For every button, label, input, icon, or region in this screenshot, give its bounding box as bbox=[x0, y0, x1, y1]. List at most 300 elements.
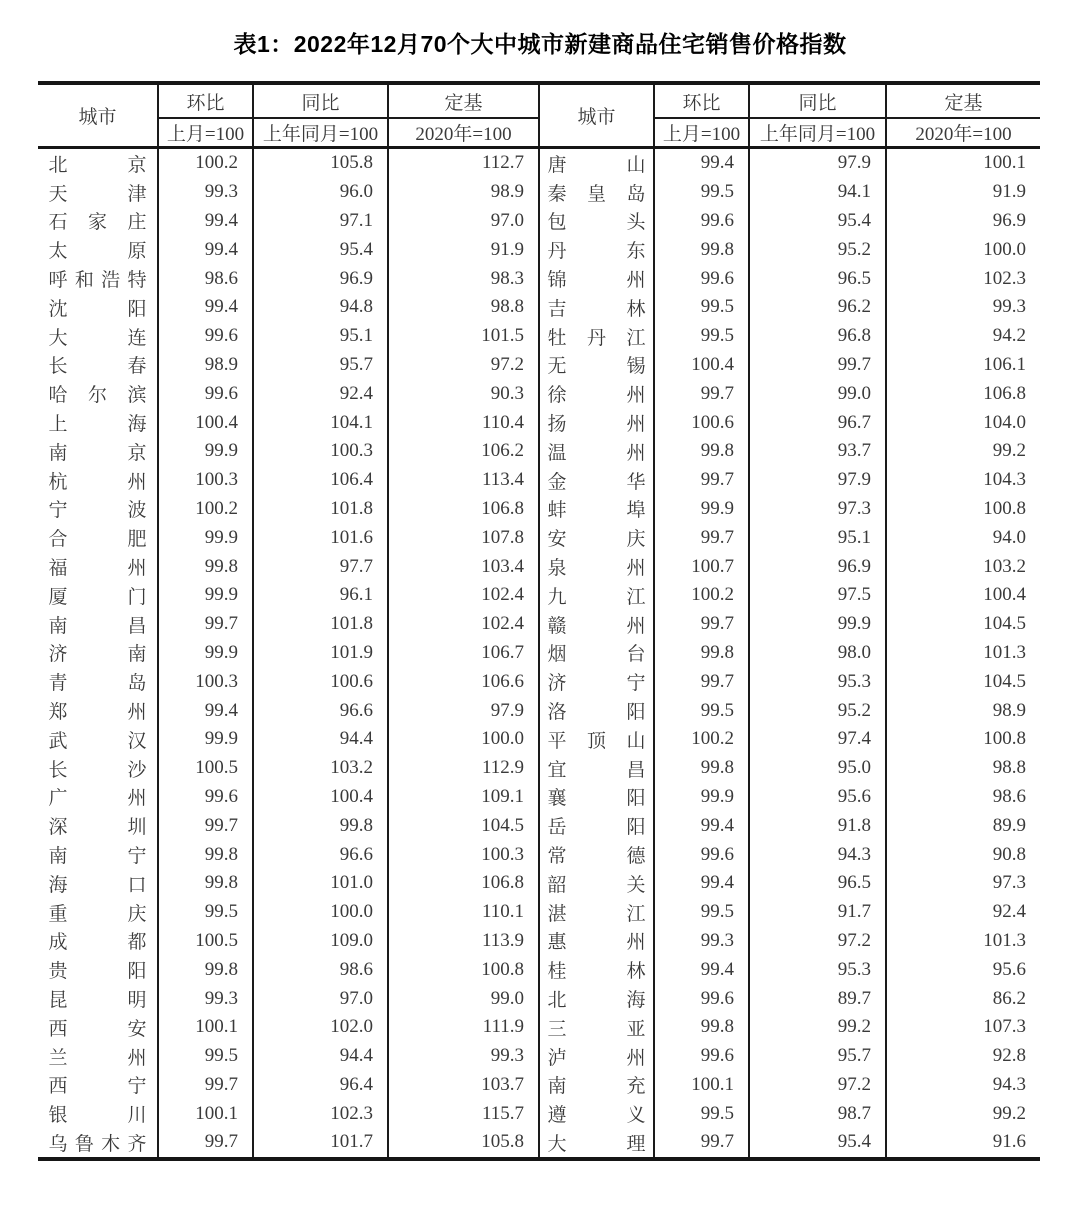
yoy-value-left: 100.3 bbox=[253, 437, 388, 466]
fixed-value-right: 102.3 bbox=[886, 264, 1040, 293]
mom-value-right: 99.4 bbox=[654, 955, 749, 984]
header-city-left: 城市 bbox=[38, 83, 158, 148]
header-mom-base-right: 上月=100 bbox=[654, 118, 749, 148]
city-cell-right bbox=[539, 264, 654, 293]
mom-value-right: 99.7 bbox=[654, 610, 749, 639]
city-cell-left bbox=[38, 1071, 158, 1100]
city-name: 哈尔滨 bbox=[48, 385, 147, 407]
fixed-value-left: 97.9 bbox=[388, 696, 539, 725]
city-cell-left bbox=[38, 437, 158, 466]
fixed-value-right: 104.3 bbox=[886, 466, 1040, 495]
yoy-value-left: 101.0 bbox=[253, 869, 388, 898]
city-name: 唐山 bbox=[547, 154, 646, 176]
mom-value-left: 99.5 bbox=[158, 898, 253, 927]
mom-value-left: 99.7 bbox=[158, 1071, 253, 1100]
fixed-value-right: 94.3 bbox=[886, 1071, 1040, 1100]
table-row bbox=[38, 1128, 1040, 1159]
price-index-table bbox=[38, 81, 1040, 1161]
yoy-value-right: 91.7 bbox=[749, 898, 886, 927]
fixed-value-left: 112.7 bbox=[388, 148, 539, 178]
yoy-value-right: 96.7 bbox=[749, 408, 886, 437]
yoy-value-left: 104.1 bbox=[253, 408, 388, 437]
mom-value-left: 99.8 bbox=[158, 869, 253, 898]
yoy-value-right: 89.7 bbox=[749, 984, 886, 1013]
city-name: 西宁 bbox=[48, 1076, 147, 1098]
header-city-right: 城市 bbox=[539, 83, 654, 148]
yoy-value-right: 95.7 bbox=[749, 1042, 886, 1071]
mom-value-right: 99.5 bbox=[654, 696, 749, 725]
fixed-value-right: 107.3 bbox=[886, 1013, 1040, 1042]
city-cell-right bbox=[539, 725, 654, 754]
city-name: 福州 bbox=[48, 558, 147, 580]
mom-value-left: 100.1 bbox=[158, 1099, 253, 1128]
city-cell-left bbox=[38, 495, 158, 524]
mom-value-right: 99.4 bbox=[654, 148, 749, 178]
city-cell-right bbox=[539, 696, 654, 725]
city-cell-right bbox=[539, 437, 654, 466]
fixed-value-left: 99.3 bbox=[388, 1042, 539, 1071]
table-header bbox=[38, 83, 1040, 148]
yoy-value-right: 96.5 bbox=[749, 264, 886, 293]
header-fixedbase-right: 定基 bbox=[886, 83, 1040, 118]
yoy-value-right: 95.4 bbox=[749, 207, 886, 236]
city-cell-left bbox=[38, 264, 158, 293]
yoy-value-right: 99.0 bbox=[749, 379, 886, 408]
city-name: 徐州 bbox=[547, 385, 646, 407]
table-row bbox=[38, 351, 1040, 380]
mom-value-left: 99.9 bbox=[158, 725, 253, 754]
mom-value-right: 99.5 bbox=[654, 898, 749, 927]
city-name: 天津 bbox=[48, 183, 147, 205]
city-cell-left bbox=[38, 639, 158, 668]
mom-value-right: 100.1 bbox=[654, 1071, 749, 1100]
fixed-value-right: 106.1 bbox=[886, 351, 1040, 380]
city-cell-left bbox=[38, 811, 158, 840]
fixed-value-left: 113.9 bbox=[388, 927, 539, 956]
mom-value-left: 99.9 bbox=[158, 523, 253, 552]
yoy-value-left: 100.4 bbox=[253, 783, 388, 812]
mom-value-right: 99.8 bbox=[654, 235, 749, 264]
table-row bbox=[38, 207, 1040, 236]
city-name: 烟台 bbox=[547, 644, 646, 666]
city-cell-left bbox=[38, 235, 158, 264]
fixed-value-right: 96.9 bbox=[886, 207, 1040, 236]
yoy-value-right: 96.2 bbox=[749, 293, 886, 322]
fixed-value-left: 106.8 bbox=[388, 495, 539, 524]
mom-value-left: 99.9 bbox=[158, 639, 253, 668]
city-cell-left bbox=[38, 696, 158, 725]
city-name: 遵义 bbox=[547, 1105, 646, 1127]
table-row bbox=[38, 552, 1040, 581]
fixed-value-left: 100.3 bbox=[388, 840, 539, 869]
yoy-value-left: 101.8 bbox=[253, 495, 388, 524]
table-row bbox=[38, 955, 1040, 984]
yoy-value-left: 97.0 bbox=[253, 984, 388, 1013]
city-cell-right bbox=[539, 898, 654, 927]
yoy-value-left: 96.6 bbox=[253, 840, 388, 869]
fixed-value-right: 98.8 bbox=[886, 754, 1040, 783]
table-row bbox=[38, 869, 1040, 898]
yoy-value-right: 95.3 bbox=[749, 667, 886, 696]
yoy-value-left: 100.6 bbox=[253, 667, 388, 696]
fixed-value-right: 100.8 bbox=[886, 725, 1040, 754]
yoy-value-right: 97.9 bbox=[749, 466, 886, 495]
city-cell-right bbox=[539, 322, 654, 351]
mom-value-left: 100.5 bbox=[158, 927, 253, 956]
table-row bbox=[38, 984, 1040, 1013]
fixed-value-left: 111.9 bbox=[388, 1013, 539, 1042]
mom-value-right: 99.4 bbox=[654, 869, 749, 898]
yoy-value-left: 101.6 bbox=[253, 523, 388, 552]
mom-value-left: 99.4 bbox=[158, 235, 253, 264]
city-cell-left bbox=[38, 1099, 158, 1128]
yoy-value-right: 94.1 bbox=[749, 178, 886, 207]
city-cell-left bbox=[38, 322, 158, 351]
yoy-value-left: 102.3 bbox=[253, 1099, 388, 1128]
mom-value-right: 99.7 bbox=[654, 667, 749, 696]
header-mom-right: 环比 bbox=[654, 83, 749, 118]
city-name: 海口 bbox=[48, 874, 147, 896]
yoy-value-right: 96.9 bbox=[749, 552, 886, 581]
mom-value-right: 99.3 bbox=[654, 927, 749, 956]
fixed-value-left: 91.9 bbox=[388, 235, 539, 264]
city-name: 长沙 bbox=[48, 759, 147, 781]
mom-value-left: 99.4 bbox=[158, 207, 253, 236]
city-cell-right bbox=[539, 927, 654, 956]
yoy-value-left: 96.4 bbox=[253, 1071, 388, 1100]
yoy-value-left: 95.1 bbox=[253, 322, 388, 351]
table-row bbox=[38, 754, 1040, 783]
mom-value-right: 99.9 bbox=[654, 495, 749, 524]
mom-value-right: 99.7 bbox=[654, 379, 749, 408]
fixed-value-right: 100.0 bbox=[886, 235, 1040, 264]
city-cell-left bbox=[38, 927, 158, 956]
city-name: 上海 bbox=[48, 414, 147, 436]
city-cell-left bbox=[38, 898, 158, 927]
fixed-value-right: 103.2 bbox=[886, 552, 1040, 581]
mom-value-right: 99.6 bbox=[654, 1042, 749, 1071]
yoy-value-left: 103.2 bbox=[253, 754, 388, 783]
fixed-value-right: 90.8 bbox=[886, 840, 1040, 869]
city-cell-right bbox=[539, 581, 654, 610]
city-name: 武汉 bbox=[48, 730, 147, 752]
city-name: 襄阳 bbox=[547, 788, 646, 810]
city-name: 常德 bbox=[547, 846, 646, 868]
header-fixedbase-base-left: 2020年=100 bbox=[388, 118, 539, 148]
yoy-value-left: 96.1 bbox=[253, 581, 388, 610]
mom-value-right: 100.6 bbox=[654, 408, 749, 437]
city-name: 重庆 bbox=[48, 903, 147, 925]
fixed-value-left: 104.5 bbox=[388, 811, 539, 840]
table-row bbox=[38, 840, 1040, 869]
fixed-value-right: 104.0 bbox=[886, 408, 1040, 437]
yoy-value-left: 92.4 bbox=[253, 379, 388, 408]
city-name: 温州 bbox=[547, 442, 646, 464]
city-cell-right bbox=[539, 552, 654, 581]
city-name: 安庆 bbox=[547, 529, 646, 551]
city-cell-right bbox=[539, 379, 654, 408]
city-name: 桂林 bbox=[547, 961, 646, 983]
mom-value-right: 99.6 bbox=[654, 984, 749, 1013]
city-cell-right bbox=[539, 1128, 654, 1159]
table-row bbox=[38, 1042, 1040, 1071]
table-row bbox=[38, 667, 1040, 696]
city-cell-left bbox=[38, 523, 158, 552]
table-row bbox=[38, 437, 1040, 466]
mom-value-left: 99.4 bbox=[158, 293, 253, 322]
city-name: 惠州 bbox=[547, 932, 646, 954]
mom-value-right: 99.8 bbox=[654, 437, 749, 466]
mom-value-left: 99.8 bbox=[158, 955, 253, 984]
mom-value-left: 99.6 bbox=[158, 322, 253, 351]
page-title: 表1：2022年12月70个大中城市新建商品住宅销售价格指数 bbox=[233, 31, 847, 57]
yoy-value-right: 97.5 bbox=[749, 581, 886, 610]
yoy-value-left: 98.6 bbox=[253, 955, 388, 984]
fixed-value-left: 99.0 bbox=[388, 984, 539, 1013]
city-cell-left bbox=[38, 293, 158, 322]
header-yoy-base-left: 上年同月=100 bbox=[253, 118, 388, 148]
table-row bbox=[38, 264, 1040, 293]
yoy-value-left: 94.4 bbox=[253, 1042, 388, 1071]
city-cell-left bbox=[38, 581, 158, 610]
mom-value-left: 99.8 bbox=[158, 840, 253, 869]
city-cell-right bbox=[539, 1042, 654, 1071]
city-cell-left bbox=[38, 984, 158, 1013]
table-row bbox=[38, 1071, 1040, 1100]
city-cell-left bbox=[38, 408, 158, 437]
fixed-value-right: 98.6 bbox=[886, 783, 1040, 812]
city-cell-left bbox=[38, 610, 158, 639]
city-name: 平顶山 bbox=[547, 730, 646, 752]
city-cell-right bbox=[539, 984, 654, 1013]
city-cell-right bbox=[539, 408, 654, 437]
fixed-value-right: 99.3 bbox=[886, 293, 1040, 322]
mom-value-left: 98.6 bbox=[158, 264, 253, 293]
yoy-value-right: 94.3 bbox=[749, 840, 886, 869]
header-yoy-left: 同比 bbox=[253, 83, 388, 118]
yoy-value-right: 96.5 bbox=[749, 869, 886, 898]
mom-value-right: 99.4 bbox=[654, 811, 749, 840]
table-row bbox=[38, 408, 1040, 437]
city-cell-left bbox=[38, 754, 158, 783]
fixed-value-left: 106.7 bbox=[388, 639, 539, 668]
fixed-value-right: 89.9 bbox=[886, 811, 1040, 840]
city-cell-right bbox=[539, 869, 654, 898]
city-cell-left bbox=[38, 379, 158, 408]
fixed-value-right: 94.0 bbox=[886, 523, 1040, 552]
yoy-value-left: 95.4 bbox=[253, 235, 388, 264]
fixed-value-left: 102.4 bbox=[388, 581, 539, 610]
yoy-value-right: 96.8 bbox=[749, 322, 886, 351]
mom-value-right: 100.4 bbox=[654, 351, 749, 380]
fixed-value-right: 99.2 bbox=[886, 437, 1040, 466]
header-fixedbase-base-right: 2020年=100 bbox=[886, 118, 1040, 148]
city-name: 太原 bbox=[48, 241, 147, 263]
table-row bbox=[38, 523, 1040, 552]
city-cell-right bbox=[539, 754, 654, 783]
city-name: 南京 bbox=[48, 442, 147, 464]
fixed-value-left: 106.8 bbox=[388, 869, 539, 898]
city-name: 乌鲁木齐 bbox=[48, 1133, 147, 1155]
fixed-value-right: 98.9 bbox=[886, 696, 1040, 725]
mom-value-right: 100.7 bbox=[654, 552, 749, 581]
city-cell-right bbox=[539, 207, 654, 236]
city-name: 秦皇岛 bbox=[547, 183, 646, 205]
city-cell-right bbox=[539, 610, 654, 639]
city-cell-right bbox=[539, 466, 654, 495]
mom-value-right: 99.7 bbox=[654, 466, 749, 495]
city-name: 大连 bbox=[48, 327, 147, 349]
mom-value-right: 99.8 bbox=[654, 1013, 749, 1042]
city-cell-left bbox=[38, 148, 158, 178]
fixed-value-left: 103.7 bbox=[388, 1071, 539, 1100]
fixed-value-left: 101.5 bbox=[388, 322, 539, 351]
yoy-value-right: 97.2 bbox=[749, 927, 886, 956]
city-name: 宁波 bbox=[48, 500, 147, 522]
mom-value-left: 100.5 bbox=[158, 754, 253, 783]
city-name: 岳阳 bbox=[547, 817, 646, 839]
mom-value-left: 99.6 bbox=[158, 783, 253, 812]
fixed-value-left: 102.4 bbox=[388, 610, 539, 639]
city-name: 石家庄 bbox=[48, 212, 147, 234]
mom-value-right: 99.5 bbox=[654, 322, 749, 351]
mom-value-left: 99.5 bbox=[158, 1042, 253, 1071]
fixed-value-left: 112.9 bbox=[388, 754, 539, 783]
city-name: 合肥 bbox=[48, 529, 147, 551]
fixed-value-left: 100.0 bbox=[388, 725, 539, 754]
mom-value-right: 99.8 bbox=[654, 639, 749, 668]
mom-value-right: 99.8 bbox=[654, 754, 749, 783]
fixed-value-right: 92.4 bbox=[886, 898, 1040, 927]
city-cell-left bbox=[38, 552, 158, 581]
city-cell-right bbox=[539, 351, 654, 380]
city-name: 北京 bbox=[48, 154, 147, 176]
city-cell-right bbox=[539, 523, 654, 552]
city-name: 南宁 bbox=[48, 846, 147, 868]
city-cell-right bbox=[539, 1071, 654, 1100]
city-name: 青岛 bbox=[48, 673, 147, 695]
table-row bbox=[38, 811, 1040, 840]
city-name: 三亚 bbox=[547, 1018, 646, 1040]
yoy-value-left: 96.0 bbox=[253, 178, 388, 207]
mom-value-left: 99.3 bbox=[158, 984, 253, 1013]
header-yoy-base-right: 上年同月=100 bbox=[749, 118, 886, 148]
mom-value-right: 100.2 bbox=[654, 725, 749, 754]
city-name: 济南 bbox=[48, 644, 147, 666]
fixed-value-left: 106.6 bbox=[388, 667, 539, 696]
city-name: 郑州 bbox=[48, 702, 147, 724]
yoy-value-left: 101.7 bbox=[253, 1128, 388, 1159]
city-name: 南昌 bbox=[48, 615, 147, 637]
table-row bbox=[38, 1013, 1040, 1042]
city-name: 杭州 bbox=[48, 471, 147, 493]
city-name: 大理 bbox=[547, 1133, 646, 1155]
city-name: 昆明 bbox=[48, 990, 147, 1011]
city-name: 丹东 bbox=[547, 241, 646, 263]
city-name: 牡丹江 bbox=[547, 327, 646, 349]
city-name: 长春 bbox=[48, 356, 147, 378]
fixed-value-left: 115.7 bbox=[388, 1099, 539, 1128]
city-cell-right bbox=[539, 840, 654, 869]
yoy-value-right: 95.6 bbox=[749, 783, 886, 812]
fixed-value-left: 110.4 bbox=[388, 408, 539, 437]
yoy-value-left: 96.9 bbox=[253, 264, 388, 293]
table-body bbox=[38, 148, 1040, 1159]
city-cell-left bbox=[38, 351, 158, 380]
yoy-value-left: 96.6 bbox=[253, 696, 388, 725]
fixed-value-right: 91.6 bbox=[886, 1128, 1040, 1159]
fixed-value-right: 101.3 bbox=[886, 927, 1040, 956]
city-name: 西安 bbox=[48, 1018, 147, 1040]
city-name: 无锡 bbox=[547, 356, 646, 378]
fixed-value-left: 98.3 bbox=[388, 264, 539, 293]
city-name: 沈阳 bbox=[48, 298, 147, 320]
yoy-value-right: 95.3 bbox=[749, 955, 886, 984]
mom-value-left: 99.6 bbox=[158, 379, 253, 408]
fixed-value-left: 103.4 bbox=[388, 552, 539, 581]
yoy-value-right: 97.4 bbox=[749, 725, 886, 754]
table-row bbox=[38, 178, 1040, 207]
table-row bbox=[38, 235, 1040, 264]
yoy-value-right: 95.4 bbox=[749, 1128, 886, 1159]
city-name: 金华 bbox=[547, 471, 646, 493]
table-row bbox=[38, 293, 1040, 322]
mom-value-left: 99.3 bbox=[158, 178, 253, 207]
yoy-value-left: 97.1 bbox=[253, 207, 388, 236]
city-name: 厦门 bbox=[48, 586, 147, 608]
table-row bbox=[38, 322, 1040, 351]
city-name: 兰州 bbox=[48, 1047, 147, 1069]
yoy-value-left: 95.7 bbox=[253, 351, 388, 380]
yoy-value-left: 97.7 bbox=[253, 552, 388, 581]
yoy-value-left: 105.8 bbox=[253, 148, 388, 178]
header-fixedbase-left: 定基 bbox=[388, 83, 539, 118]
city-cell-right bbox=[539, 178, 654, 207]
city-name: 南充 bbox=[547, 1076, 646, 1098]
fixed-value-right: 86.2 bbox=[886, 984, 1040, 1013]
yoy-value-left: 109.0 bbox=[253, 927, 388, 956]
fixed-value-left: 105.8 bbox=[388, 1128, 539, 1159]
city-name: 成都 bbox=[48, 932, 147, 954]
city-cell-left bbox=[38, 1042, 158, 1071]
city-name: 泉州 bbox=[547, 558, 646, 580]
table-row bbox=[38, 898, 1040, 927]
yoy-value-right: 95.1 bbox=[749, 523, 886, 552]
yoy-value-left: 102.0 bbox=[253, 1013, 388, 1042]
yoy-value-right: 97.9 bbox=[749, 148, 886, 178]
yoy-value-right: 98.7 bbox=[749, 1099, 886, 1128]
yoy-value-right: 99.9 bbox=[749, 610, 886, 639]
city-name: 洛阳 bbox=[547, 702, 646, 724]
city-name: 泸州 bbox=[547, 1047, 646, 1069]
fixed-value-left: 113.4 bbox=[388, 466, 539, 495]
city-name: 锦州 bbox=[547, 270, 646, 292]
mom-value-right: 100.2 bbox=[654, 581, 749, 610]
city-name: 北海 bbox=[547, 990, 646, 1011]
city-name: 吉林 bbox=[547, 298, 646, 320]
mom-value-left: 100.3 bbox=[158, 466, 253, 495]
yoy-value-right: 99.2 bbox=[749, 1013, 886, 1042]
city-name: 蚌埠 bbox=[547, 500, 646, 522]
table-row bbox=[38, 379, 1040, 408]
city-cell-right bbox=[539, 811, 654, 840]
mom-value-left: 100.1 bbox=[158, 1013, 253, 1042]
fixed-value-right: 101.3 bbox=[886, 639, 1040, 668]
fixed-value-right: 104.5 bbox=[886, 667, 1040, 696]
fixed-value-left: 90.3 bbox=[388, 379, 539, 408]
mom-value-left: 99.7 bbox=[158, 610, 253, 639]
city-cell-right bbox=[539, 639, 654, 668]
